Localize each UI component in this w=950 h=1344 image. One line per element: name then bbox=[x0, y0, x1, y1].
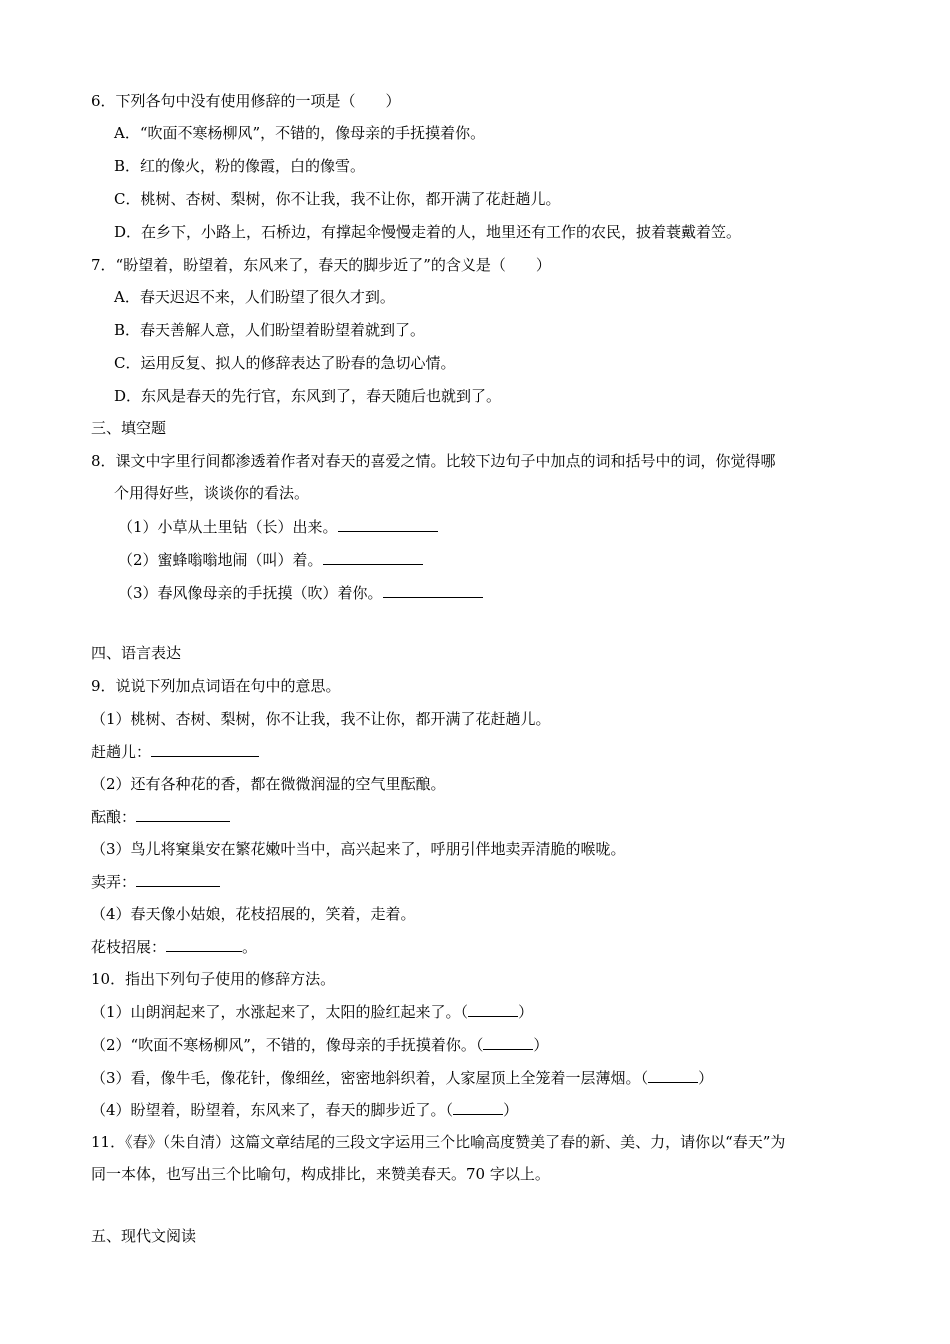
answer-blank[interactable] bbox=[136, 871, 220, 887]
answer-blank[interactable] bbox=[483, 1034, 533, 1050]
q6-stem: 6．下列各句中没有使用修辞的一项是（ ） bbox=[91, 92, 401, 110]
q10-item-1 bbox=[91, 1001, 533, 1021]
q9-stem: 9．说说下列加点词语在句中的意思。 bbox=[91, 677, 341, 695]
section-heading-3: 三、填空题 bbox=[91, 419, 167, 437]
answer-blank[interactable] bbox=[136, 806, 230, 822]
q7-option-d: D．东风是春天的先行官，东风到了，春天随后也就到了。 bbox=[114, 387, 502, 405]
q7-option-a: A．春天迟迟不来，人们盼望了很久才到。 bbox=[114, 288, 395, 306]
q9-item-4-answer bbox=[91, 936, 257, 956]
q10-stem: 10．指出下列句子使用的修辞方法。 bbox=[91, 970, 336, 988]
q10-item-3-text: （3）看，像牛毛，像花针，像细丝，密密地斜织着，人家屋顶上全笼着一层薄烟。 bbox=[91, 1069, 641, 1087]
q10-item-4 bbox=[91, 1099, 518, 1119]
q8-item-3 bbox=[118, 582, 483, 602]
q6-option-a: A．“吹面不寒杨柳风”，不错的，像母亲的手抚摸着你。 bbox=[114, 124, 486, 142]
q9-item-2-sentence: （2）还有各种花的香，都在微微润湿的空气里酝酿。 bbox=[91, 775, 446, 793]
answer-blank[interactable] bbox=[166, 936, 242, 952]
q10-item-3 bbox=[91, 1067, 713, 1087]
q10-item-1-text: （1）山朗润起来了，水涨起来了，太阳的脸红起来了。 bbox=[91, 1003, 461, 1021]
section-heading-4: 四、语言表达 bbox=[91, 644, 182, 662]
q9-item-4-sentence: （4）春天像小姑娘，花枝招展的，笑着，走着。 bbox=[91, 905, 416, 923]
q8-stem-line1: 8．课文中字里行间都渗透着作者对春天的喜爱之情。比较下边句子中加点的词和括号中的词，你觉得哪 bbox=[91, 452, 776, 470]
q9-item-1-sentence: （1）桃树、杏树、梨树，你不让我，我不让你，都开满了花赶趟儿。 bbox=[91, 710, 551, 728]
q7-option-b: B．春天善解人意，人们盼望着盼望着就到了。 bbox=[114, 321, 426, 339]
q10-item-4-text: （4）盼望着，盼望着，东风来了，春天的脚步近了。 bbox=[91, 1101, 446, 1119]
answer-blank[interactable] bbox=[338, 516, 438, 532]
q9-item-4-tail: 。 bbox=[242, 938, 258, 956]
q11-stem-line1: 11．《春》（朱自清）这篇文章结尾的三段文字运用三个比喻高度赞美了春的新、美、力，请你以“春天”为 bbox=[91, 1133, 786, 1151]
section-heading-5: 五、现代文阅读 bbox=[91, 1227, 197, 1245]
paren-close: ） bbox=[518, 1003, 534, 1021]
q9-item-2-answer bbox=[91, 806, 230, 826]
answer-blank[interactable] bbox=[453, 1099, 503, 1115]
paren-close: ） bbox=[533, 1036, 549, 1054]
q8-item-3-text: （3）春风像母亲的手抚摸（吹）着你。 bbox=[118, 584, 383, 602]
q9-item-3-label: 卖弄： bbox=[91, 873, 137, 891]
paren-close: ） bbox=[503, 1101, 519, 1119]
q8-item-2 bbox=[118, 549, 423, 569]
q9-item-2-label: 酝酿： bbox=[91, 808, 137, 826]
paren-open: （ bbox=[460, 1003, 469, 1021]
answer-blank[interactable] bbox=[383, 582, 483, 598]
q8-item-2-text: （2）蜜蜂嗡嗡地闹（叫）着。 bbox=[118, 551, 323, 569]
q8-stem-line2: 个用得好些，谈谈你的看法。 bbox=[114, 484, 310, 502]
answer-blank[interactable] bbox=[151, 741, 259, 757]
q6-option-d: D．在乡下，小路上，石桥边，有撑起伞慢慢走着的人，地里还有工作的农民，披着蓑戴着笠。 bbox=[114, 223, 742, 241]
answer-blank[interactable] bbox=[468, 1001, 518, 1017]
q6-option-c: C．桃树、杏树、梨树，你不让我，我不让你，都开满了花赶趟儿。 bbox=[114, 190, 561, 208]
q8-item-1 bbox=[118, 516, 438, 536]
q7-option-c: C．运用反复、拟人的修辞表达了盼春的急切心情。 bbox=[114, 354, 456, 372]
q9-item-1-label: 赶趟儿： bbox=[91, 743, 152, 761]
answer-blank[interactable] bbox=[648, 1067, 698, 1083]
q8-item-1-text: （1）小草从土里钻（长）出来。 bbox=[118, 518, 338, 536]
answer-blank[interactable] bbox=[323, 549, 423, 565]
q9-item-3-sentence: （3）鸟儿将窠巢安在繁花嫩叶当中，高兴起来了，呼朋引伴地卖弄清脆的喉咙。 bbox=[91, 840, 626, 858]
q11-stem-line2: 同一本体，也写出三个比喻句，构成排比，来赞美春天。70 字以上。 bbox=[91, 1165, 550, 1183]
q10-item-2-text: （2）“吹面不寒杨柳风”，不错的，像母亲的手抚摸着你。 bbox=[91, 1036, 476, 1054]
q9-item-1-answer bbox=[91, 741, 259, 761]
paren-open: （ bbox=[445, 1101, 454, 1119]
q7-stem: 7．“盼望着，盼望着，东风来了，春天的脚步近了”的含义是（ ） bbox=[91, 256, 551, 274]
q9-item-3-answer bbox=[91, 871, 220, 891]
paren-open: （ bbox=[640, 1069, 649, 1087]
q9-item-4-label: 花枝招展： bbox=[91, 938, 167, 956]
paren-close: ） bbox=[698, 1069, 714, 1087]
q10-item-2 bbox=[91, 1034, 548, 1054]
q6-option-b: B．红的像火，粉的像霞，白的像雪。 bbox=[114, 157, 366, 175]
paren-open: （ bbox=[475, 1036, 484, 1054]
